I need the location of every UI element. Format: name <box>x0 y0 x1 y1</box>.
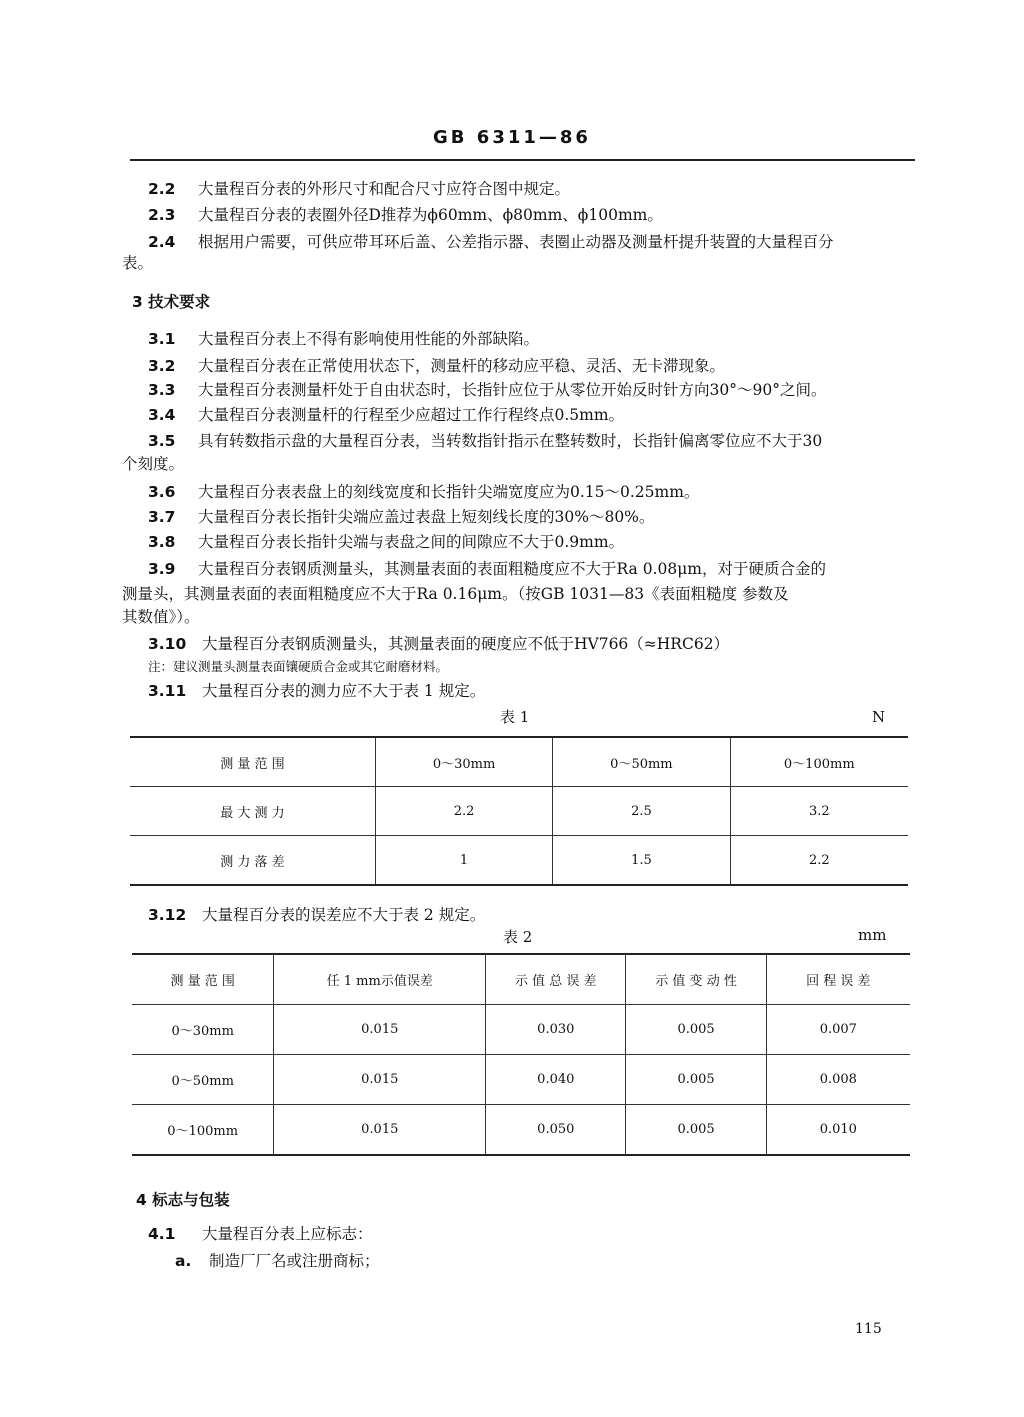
clause-text: 大量程百分表的外形尺寸和配合尺寸应符合图中规定。 <box>198 180 571 198</box>
clause-3-9-continued: 测量头，其测量表面的表面粗糙度应不大于Ra 0.16μm。（按GB 1031—83《表面粗糙度 参数及 <box>122 585 789 603</box>
clause-3-5 <box>148 429 822 451</box>
table-cell: 0～100mm <box>132 1105 274 1156</box>
clause-3-12 <box>148 903 485 925</box>
table-2-unit: mm <box>858 926 887 944</box>
clause-2-2 <box>148 177 570 199</box>
table-cell: 0.005 <box>626 1005 766 1055</box>
clause-2-4 <box>148 230 834 252</box>
item-marker: a. <box>175 1252 192 1270</box>
note: 注：建议测量头测量表面镶硬质合金或其它耐磨材料。 <box>148 659 449 674</box>
table-row <box>132 954 910 1005</box>
clause-text: 大量程百分表测量杆处于自由状态时，长指针应位于从零位开始反时针方向30°～90°之间。 <box>198 381 827 399</box>
clause-text: 大量程百分表的误差应不大于表 2 规定。 <box>202 906 486 924</box>
clause-number: 2.3 <box>148 206 176 224</box>
table-cell: 0.008 <box>766 1055 910 1105</box>
clause-number: 3.11 <box>148 682 187 700</box>
clause-text: 根据用户需要，可供应带耳环后盖、公差指示器、表圈止动器及测量杆提升装置的大量程百分 <box>198 233 834 251</box>
clause-number: 3.8 <box>148 533 176 551</box>
table-cell: 2.2 <box>808 852 830 868</box>
document-header: GB 6311—86 <box>433 127 591 148</box>
table-row <box>130 737 908 787</box>
clause-number: 3.2 <box>148 357 176 375</box>
table-cell: 测 量 范 围 <box>132 954 274 1005</box>
table-cell: 0.005 <box>626 1105 766 1156</box>
clause-text: 大量程百分表的测力应不大于表 1 规定。 <box>202 682 486 700</box>
clause-number: 3.4 <box>148 406 176 424</box>
table-1-caption: 表 1 <box>500 708 530 726</box>
table-cell: 0.010 <box>819 1122 857 1137</box>
table-cell: 示 值 总 误 差 <box>486 954 626 1005</box>
clause-text: 大量程百分表表盘上的刻线宽度和长指针尖端宽度应为0.15～0.25mm。 <box>198 483 700 501</box>
clause-number: 3.7 <box>148 508 176 526</box>
table-row <box>132 1005 910 1055</box>
table-cell: 0.015 <box>274 1105 486 1156</box>
clause-number: 3.9 <box>148 560 176 578</box>
clause-3-5-continued: 个刻度。 <box>122 455 185 473</box>
table-cell: 0～50mm <box>553 737 730 787</box>
clause-3-10 <box>148 632 729 654</box>
table-cell: 0～30mm <box>375 737 552 787</box>
clause-2-4-continued: 表。 <box>122 254 154 272</box>
clause-text: 大量程百分表测量杆的行程至少应超过工作行程终点0.5mm。 <box>198 406 625 424</box>
table-1 <box>130 736 908 886</box>
table-cell: 0.040 <box>486 1055 626 1105</box>
clause-number: 3.3 <box>148 381 176 399</box>
clause-number: 4.1 <box>148 1225 176 1243</box>
clause-text: 大量程百分表钢质测量头，其测量表面的表面粗糙度应不大于Ra 0.08μm，对于硬质合金的 <box>198 560 826 578</box>
clause-3-1 <box>148 327 539 349</box>
clause-2-3 <box>148 203 663 225</box>
table-cell: 0.007 <box>766 1005 910 1055</box>
table-cell: 0～50mm <box>132 1055 274 1105</box>
table-cell: 3.2 <box>730 787 908 836</box>
table-cell: 测 力 落 差 <box>130 836 375 886</box>
clause-text: 大量程百分表钢质测量头，其测量表面的硬度应不低于HV766（≈HRC62） <box>202 635 730 653</box>
table-row <box>132 1105 910 1156</box>
clause-3-7 <box>148 505 654 527</box>
table-row <box>130 836 908 886</box>
table-cell: 0～100mm <box>730 737 908 787</box>
table-cell: 0.015 <box>274 1055 486 1105</box>
page-number: 115 <box>855 1321 882 1337</box>
table-cell: 0.015 <box>274 1005 486 1055</box>
table-cell: 0.030 <box>486 1005 626 1055</box>
clause-text: 大量程百分表长指针尖端与表盘之间的间隙应不大于0.9mm。 <box>198 533 625 551</box>
table-cell: 0.050 <box>486 1105 626 1156</box>
clause-3-11 <box>148 679 485 701</box>
table-row <box>130 787 908 836</box>
table-1-unit: N <box>872 708 886 726</box>
table-row <box>132 1055 910 1105</box>
clause-3-3 <box>148 378 826 400</box>
section-3-heading: 3 技术要求 <box>132 293 211 311</box>
clause-4-1 <box>148 1222 373 1244</box>
clause-text: 大量程百分表的表圈外径D推荐为ϕ60mm、ϕ80mm、ϕ100mm。 <box>198 206 663 224</box>
clause-text: 大量程百分表长指针尖端应盖过表盘上短刻线长度的30%～80%。 <box>198 508 655 526</box>
table-cell: 2.5 <box>553 787 730 836</box>
clause-3-6 <box>148 480 699 502</box>
clause-number: 3.1 <box>148 330 176 348</box>
table-cell: 0～30mm <box>132 1005 274 1055</box>
table-cell: 最 大 测 力 <box>130 787 375 836</box>
clause-3-8 <box>148 530 624 552</box>
clause-text: 具有转数指示盘的大量程百分表，当转数指针指示在整转数时，长指针偏离零位应不大于30 <box>198 432 823 450</box>
table-cell: 回 程 误 差 <box>766 954 910 1005</box>
item-a <box>175 1249 380 1271</box>
clause-3-2 <box>148 354 725 376</box>
table-2-caption: 表 2 <box>503 928 533 946</box>
clause-number: 3.6 <box>148 483 176 501</box>
table-cell: 1.5 <box>553 836 730 886</box>
table-cell: 测 量 范 围 <box>130 737 375 787</box>
clause-3-4 <box>148 403 624 425</box>
clause-text: 大量程百分表上不得有影响使用性能的外部缺陷。 <box>198 330 540 348</box>
table-cell: 0.005 <box>626 1055 766 1105</box>
clause-number: 2.2 <box>148 180 176 198</box>
clause-number: 3.10 <box>148 635 187 653</box>
table-cell: 2.2 <box>375 787 552 836</box>
table-cell: 任 1 mm示值误差 <box>274 954 486 1005</box>
clause-text: 大量程百分表在正常使用状态下，测量杆的移动应平稳、灵活、无卡滞现象。 <box>198 357 726 375</box>
clause-3-9-continued-2: 其数值》）。 <box>122 608 200 626</box>
item-text: 制造厂厂名或注册商标； <box>209 1252 380 1270</box>
section-4-heading: 4 标志与包装 <box>136 1191 230 1209</box>
clause-number: 3.12 <box>148 906 187 924</box>
table-2 <box>132 953 910 1156</box>
clause-text: 大量程百分表上应标志： <box>202 1225 373 1243</box>
clause-number: 3.5 <box>148 432 176 450</box>
table-cell: 1 <box>375 836 552 886</box>
clause-3-9 <box>148 557 826 579</box>
header-rule <box>130 159 915 161</box>
table-cell: 示 值 变 动 性 <box>626 954 766 1005</box>
clause-number: 2.4 <box>148 233 176 251</box>
